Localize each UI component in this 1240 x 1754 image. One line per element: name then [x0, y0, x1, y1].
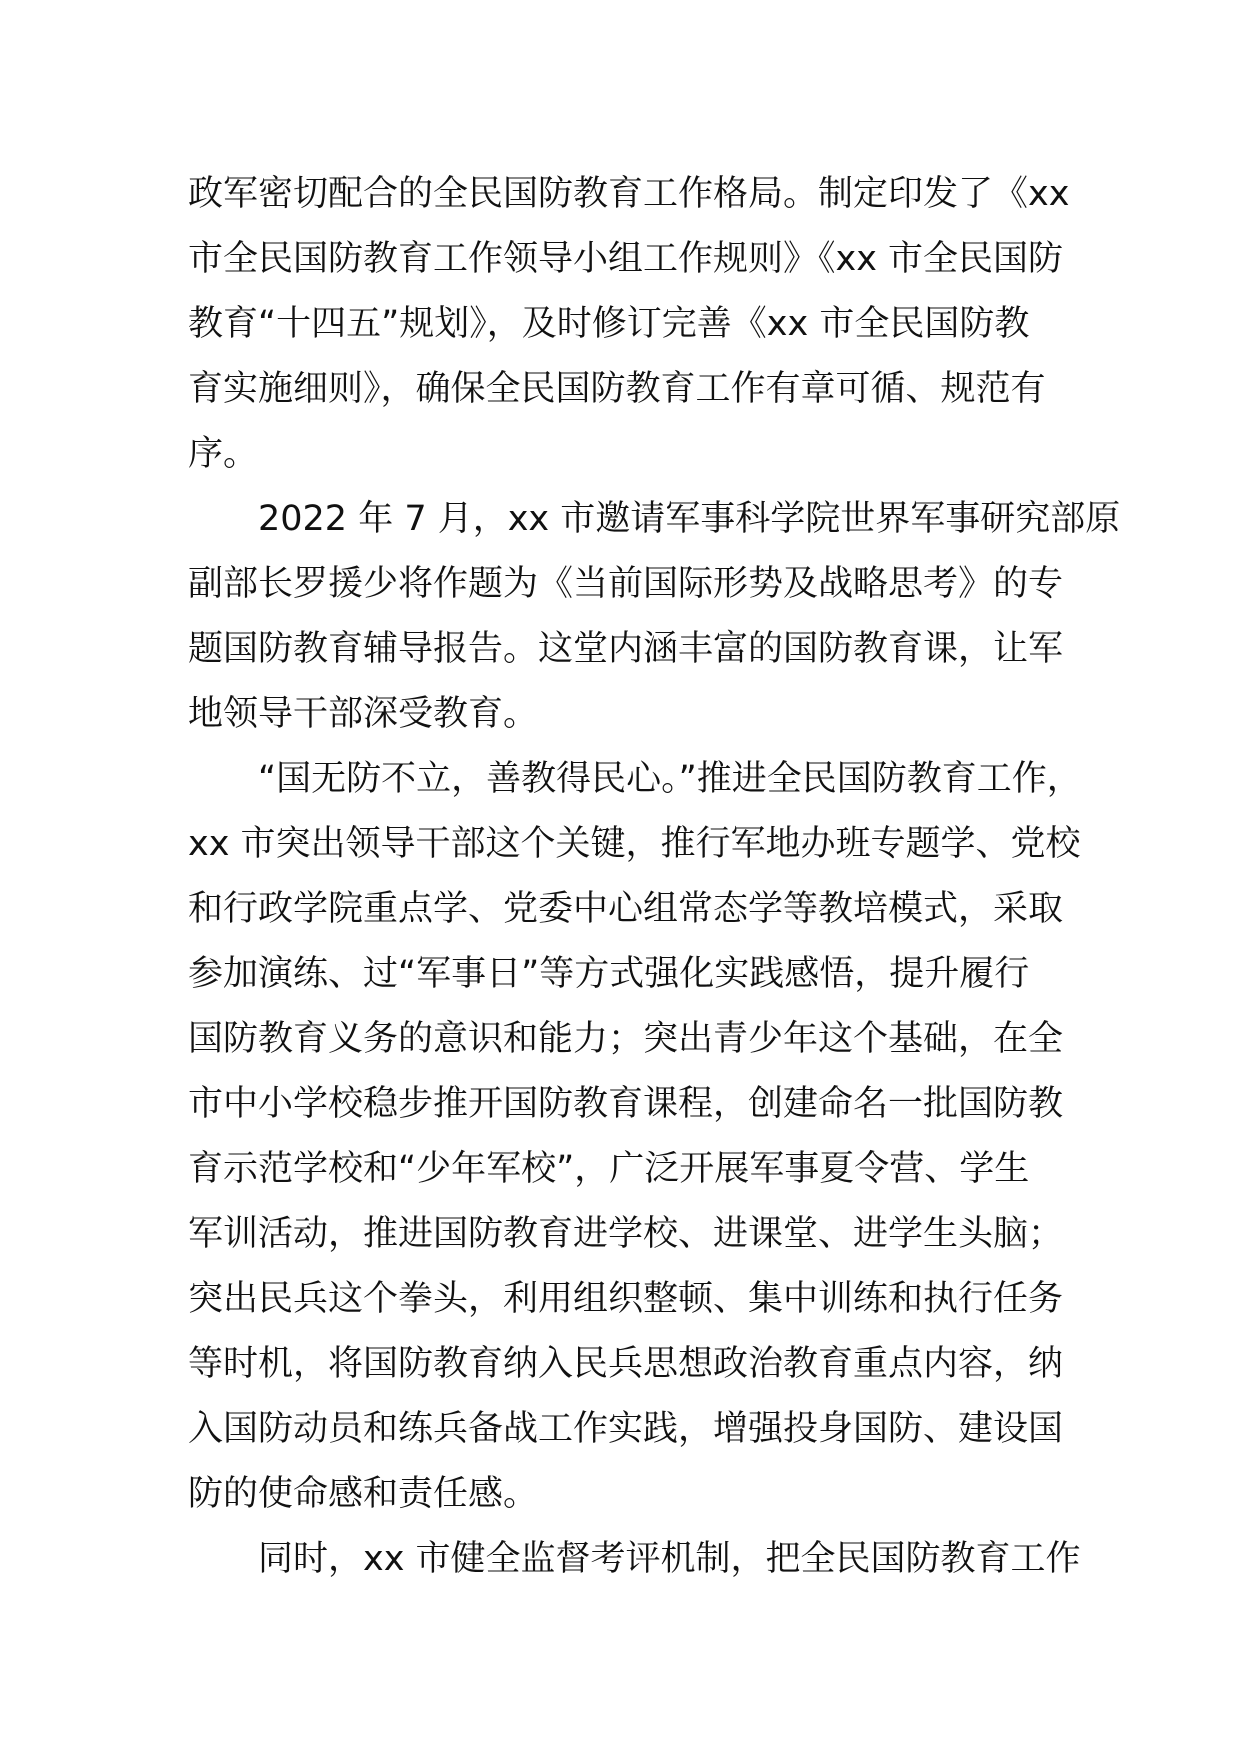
text-line: 序。 [188, 434, 259, 474]
text-line: 地领导干部深受教育。 [188, 694, 539, 734]
text-line: 军训活动，推进国防教育进学校、进课堂、进学生头脑； [188, 1214, 1064, 1254]
text-line: 副部长罗援少将作题为《当前国际形势及战略思考》的专 [188, 564, 1064, 604]
text-line: 市中小学校稳步推开国防教育课程，创建命名一批国防教 [188, 1084, 1064, 1124]
text-line: 题国防教育辅导报告。这堂内涵丰富的国防教育课，让军 [188, 629, 1064, 669]
text-line: 等时机，将国防教育纳入民兵思想政治教育重点内容，纳 [188, 1344, 1064, 1384]
paragraph-first-line: 同时，xx 市健全监督考评机制，把全民国防教育工作 [258, 1539, 1081, 1579]
text-line: 教育“十四五”规划》，及时修订完善《xx 市全民国防教 [188, 304, 1030, 344]
paragraph-first-line: 2022 年 7 月，xx 市邀请军事科学院世界军事研究部原 [258, 499, 1121, 539]
text-line: 市全民国防教育工作领导小组工作规则》《xx 市全民国防 [188, 239, 1064, 279]
text-line: 入国防动员和练兵备战工作实践，增强投身国防、建设国 [188, 1409, 1064, 1449]
body-text [188, 162, 1121, 1592]
text-line: 育实施细则》，确保全民国防教育工作有章可循、规范有 [188, 369, 1046, 409]
text-line: 政军密切配合的全民国防教育工作格局。制定印发了《xx [188, 174, 1070, 214]
text-line: 突出民兵这个拳头，利用组织整顿、集中训练和执行任务 [188, 1279, 1064, 1319]
text-line: 防的使命感和责任感。 [188, 1474, 539, 1514]
text-line: 参加演练、过“军事日”等方式强化实践感悟，提升履行 [188, 954, 1030, 994]
text-line: 育示范学校和“少年军校”，广泛开展军事夏令营、学生 [188, 1149, 1030, 1189]
text-line: xx 市突出领导干部这个关键，推行军地办班专题学、党校 [188, 824, 1081, 864]
text-line: 国防教育义务的意识和能力；突出青少年这个基础，在全 [188, 1019, 1064, 1059]
paragraph-first-line: “国无防不立，善教得民心。”推进全民国防教育工作， [258, 759, 1082, 799]
text-line: 和行政学院重点学、党委中心组常态学等教培模式，采取 [188, 889, 1064, 929]
